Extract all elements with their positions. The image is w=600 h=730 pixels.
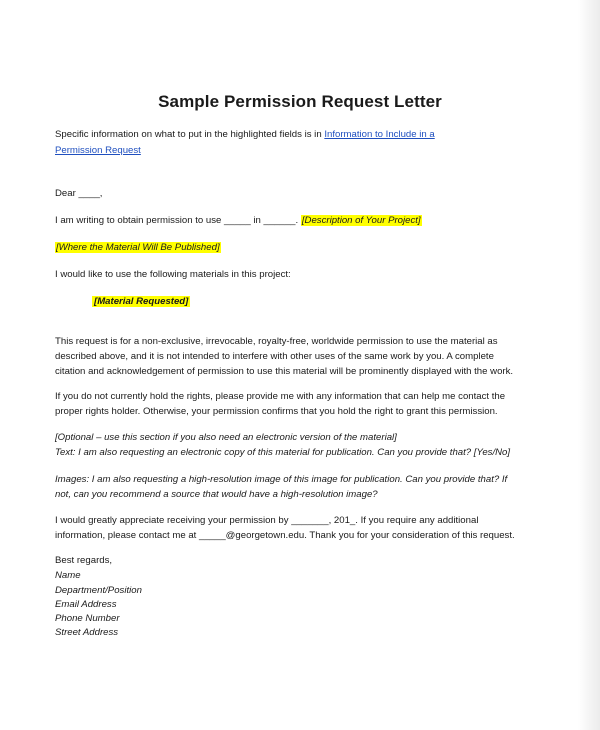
images-para-line-1: Images: I am also requesting a high-resolution image of this image for publication. Can you provide that? If [55, 474, 508, 485]
publication-line [55, 240, 221, 257]
project-description-field: [Description of Your Project] [301, 215, 421, 226]
materials-intro: I would like to use the following materials in this project: [55, 269, 291, 280]
optional-para-line-2: Text: I am also requesting an electronic copy of this material for publication. Can you provide that? [Yes/No] [55, 447, 511, 458]
where-published-field: [Where the Material Will Be Published] [56, 242, 220, 253]
request-para-line-3: citation and acknowledgement of permission to use this material will be prominently displayed with the work. [55, 366, 514, 377]
rights-para-line-2: proper rights holder. Otherwise, your permission confirms that you hold the right to grant this permission. [55, 406, 498, 417]
optional-para-line-1: [Optional – use this section if you also need an electronic version of the material] [55, 432, 397, 443]
rights-para-line-1: If you do not currently hold the rights, please provide me with any information that can help me contact the [55, 391, 506, 402]
images-para-line-2: not, can you recommend a source that would have a high-resolution image? [55, 489, 378, 500]
intro-line-2 [55, 143, 141, 160]
signature-department: Department/Position [55, 585, 142, 596]
writing-line [55, 213, 422, 230]
intro-line-1 [55, 127, 435, 144]
greeting: Dear ____, [55, 188, 103, 199]
page-title: Sample Permission Request Letter [158, 92, 442, 111]
signature-phone: Phone Number [55, 613, 120, 624]
info-link-continued[interactable]: Permission Request [55, 145, 141, 156]
intro-text: Specific information on what to put in the highlighted fields is in [55, 129, 325, 140]
request-para-line-2: described above, and it is not intended to interfere with other uses of the same work by you. A complete [55, 351, 494, 362]
request-para-line-1: This request is for a non-exclusive, irrevocable, royalty-free, worldwide permission to use the material as [55, 336, 498, 347]
appreciate-para-line-1: I would greatly appreciate receiving your permission by _______, 201_. If you require any additional [55, 515, 479, 526]
signature-address: Street Address [55, 627, 119, 638]
material-line [92, 294, 190, 311]
appreciate-para-line-2: information, please contact me at _____@georgetown.edu. Thank you for your consideration of this request. [55, 530, 515, 541]
info-link[interactable]: Information to Include in a [324, 129, 435, 140]
signature-name: Name [55, 570, 81, 581]
writing-text: I am writing to obtain permission to use _____ in ______. [55, 215, 301, 226]
material-requested-field: [Material Requested] [94, 296, 189, 307]
signature-email: Email Address [55, 599, 117, 610]
closing: Best regards, [55, 555, 113, 566]
